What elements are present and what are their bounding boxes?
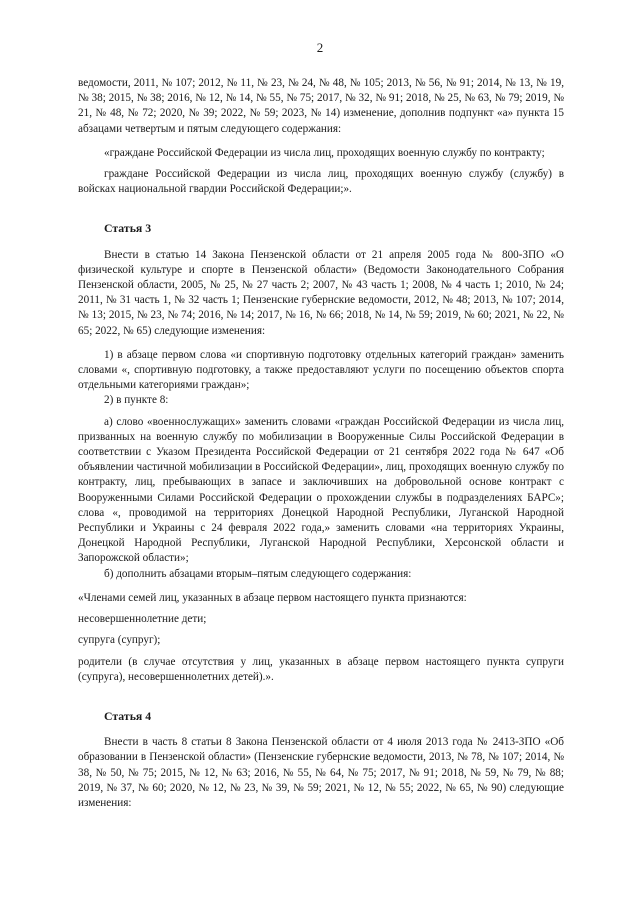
quoted-paragraph: граждане Российской Федерации из числа лиц, проходящих военную службу (службу) в войсках национальной гвардии Российской Федерации;». — [78, 168, 564, 196]
sub-list-item: а) слово «военнослужащих» заменить словами «граждан Российской Федерации из числа лиц, призванных на военную службу по мобилизации в Вооруженные Силы Российской Федерации в соответствии с Указом Президента Российской Федерации от 21 сентября 2022 года № 647 «Об объявлении частичной мобилизации в Российской Федерации», лиц, проходящих военную службу по контракту, лиц, пребывающих в запасе и заключивших на добровольной основе контракт с Вооруженными Силами Российской Федерации о прохождении службы в подразделениях БАРС»; слова «, проводимой на территориях Донецкой Народной Республики, Луганской Народной Республики и Украины с 24 февраля 2022 года,» заменить словами «на территориях Украины, Донецкой Народной Республики, Луганской Народной Республики, Херсонской области и Запорожской области»; — [78, 415, 564, 565]
list-item: 1) в абзаце первом слова «и спортивную подготовку отдельных категорий граждан» заменить словами «, спортивную подготовку, а также предоставляют услуги по посещению объектов спорта отдельными категориями граждан»; — [78, 348, 564, 392]
paragraph: ведомости, 2011, № 107; 2012, № 11, № 23, № 24, № 48, № 105; 2013, № 56, № 91; 2014, № 13, № 19, № 38; 2015, № 38; 2016, № 12, № 14, № 55, № 75; 2017, № 32, № 91; 2018, № 25, № 63, № 79; 2019, № 21, № 48, № 72; 2020, № 39; 2022, № 59; 2023, № 14) изменение, дополнив подпункт «а» пункта 15 абзацами четвертым и пятым следующего содержания: — [78, 77, 564, 135]
article-3-heading: Статья 3 — [104, 221, 152, 236]
sub-list-item: б) дополнить абзацами вторым–пятым следующего содержания: — [104, 567, 412, 580]
document-body — [78, 76, 564, 811]
quoted-paragraph: «Членами семей лиц, указанных в абзаце первом настоящего пункта признаются: — [78, 591, 467, 604]
quoted-paragraph: «граждане Российской Федерации из числа лиц, проходящих военную службу по контракту; — [104, 146, 545, 159]
paragraph: Внести в статью 14 Закона Пензенской области от 21 апреля 2005 года № 800-ЗПО «О физической культуре и спорте в Пензенской области» (Ведомости Законодательного Собрания Пензенской области, 2005, № 25, № 27 часть 2; 2007, № 43 часть 1; 2008, № 4 часть 1; 2010, № 24; 2011, № 31 часть 1, № 32 часть 1; Пензенские губернские ведомости, 2012, № 48; 2013, № 107; 2014, № 13; 2015, № 23, № 74; 2016, № 14; 2017, № 16, № 66; 2018, № 14, № 59; 2019, № 60; 2021, № 22, № 65; 2022, № 65) следующие изменения: — [78, 248, 564, 337]
quoted-paragraph: несовершеннолетние дети; — [78, 613, 207, 626]
quoted-paragraph: родители (в случае отсутствия у лиц, указанных в абзаце первом настоящего пункта супруги (супруга), несовершеннолетних детей).». — [78, 655, 564, 683]
paragraph: Внести в часть 8 статьи 8 Закона Пензенской области от 4 июля 2013 года № 2413-ЗПО «Об образовании в Пензенской области» (Пензенские губернские ведомости, 2013, № 78, № 107; 2014, № 38, № 50, № 75; 2015, № 12, № 63; 2016, № 55, № 64, № 75; 2017, № 91; 2018, № 59, № 79, № 88; 2019, № 37, № 60; 2020, № 12, № 23, № 39, № 59; 2021, № 12, № 55; 2022, № 65, № 90) следующие изменения: — [78, 736, 564, 809]
list-item: 2) в пункте 8: — [104, 394, 169, 407]
page-number: 2 — [316, 40, 324, 55]
article-4-heading: Статья 4 — [104, 708, 152, 723]
quoted-paragraph: супруга (супруг); — [78, 634, 161, 647]
